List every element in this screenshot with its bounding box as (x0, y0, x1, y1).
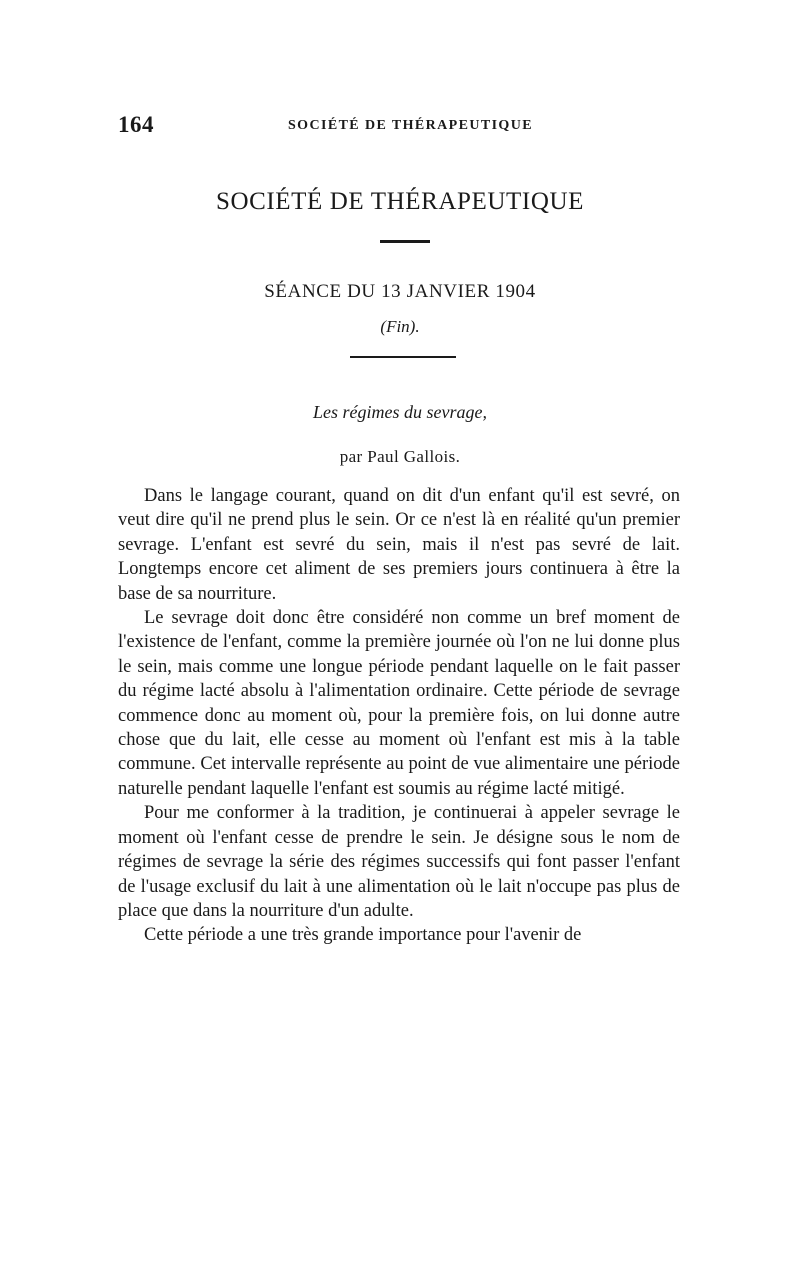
society-title: SOCIÉTÉ DE THÉRAPEUTIQUE (215, 188, 585, 215)
page-number: 164 (118, 112, 154, 137)
session-title: SÉANCE DU 13 JANVIER 1904 (264, 281, 536, 302)
running-header (118, 112, 680, 142)
paragraph: Pour me conformer à la tradition, je continuerai à appeler sevrage le moment où l'enfant cesse de prendre le sein. Je désigne sous le nom de régimes de sevrage la série des régimes successifs qui font passer l'enfant de l'usage exclusif du lait à une alimentation où le lait n'occupe pas plus de place que dans la nourriture d'un adulte. (118, 803, 680, 921)
paragraph: Dans le langage courant, quand on dit d'un enfant qu'il est sevré, on veut dire qu'il ne prend plus le sein. Or ce n'est là en réalité qu'un premier sevrage. L'enfant est sevré du sein, mais il n'est pas sevré de lait. Longtemps encore cet aliment de ses premiers jours continuera à être la base de sa nourriture. (118, 486, 680, 604)
article-byline: par Paul Gallois. (339, 447, 461, 466)
running-title: SOCIÉTÉ DE THÉRAPEUTIQUE (288, 118, 533, 133)
paragraph: Le sevrage doit donc être considéré non comme un bref moment de l'existence de l'enfant, comme la première journée où l'on ne lui donne plus le sein, mais comme une longue période pendant laquelle on le fait passer du régime lacté absolu à l'alimentation ordinaire. Cette période de sevrage commence donc au moment où, pour la première fois, on lui donne autre chose que du lait, elle cesse au moment où l'enfant est mis à la table commune. Cet intervalle représente au point de vue alimentaire une période naturelle pendant laquelle l'enfant est soumis au régime lacté mitigé. (118, 608, 680, 799)
section-divider (350, 356, 456, 358)
article-title: Les régimes du sevrage, (313, 402, 487, 422)
paragraph: Cette période a une très grande importance pour l'avenir de (144, 925, 582, 946)
session-subtitle: (Fin). (380, 317, 420, 336)
section-divider (380, 240, 430, 243)
article-body (118, 484, 680, 948)
